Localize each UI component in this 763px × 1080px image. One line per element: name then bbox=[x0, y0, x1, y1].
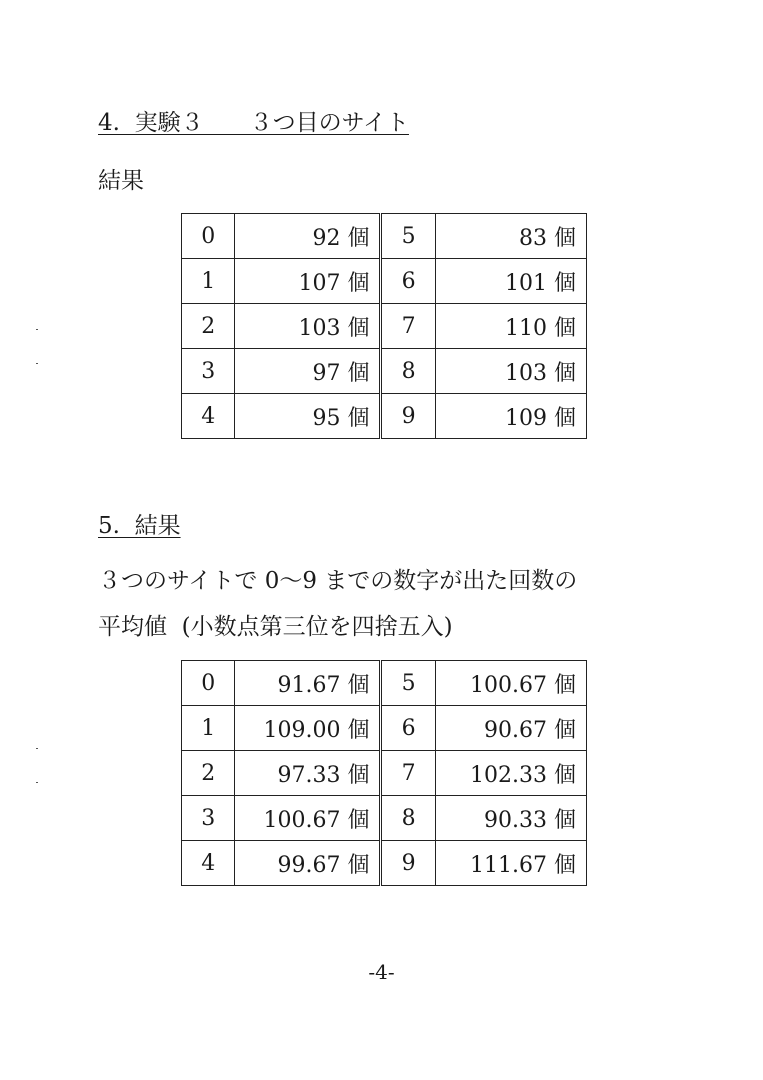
scan-speck bbox=[36, 782, 38, 783]
count-cell: 109 個 bbox=[435, 394, 586, 439]
average-results-table bbox=[181, 660, 587, 886]
table-row bbox=[182, 796, 587, 841]
digit-cell: 1 bbox=[182, 706, 235, 751]
digit-cell: 5 bbox=[381, 661, 435, 706]
count-cell: 95 個 bbox=[235, 394, 381, 439]
digit-cell: 9 bbox=[381, 841, 435, 886]
table-row bbox=[182, 394, 587, 439]
digit-cell: 3 bbox=[182, 349, 235, 394]
digit-cell: 8 bbox=[381, 349, 435, 394]
digit-cell: 4 bbox=[182, 394, 235, 439]
digit-cell: 7 bbox=[381, 304, 435, 349]
table-row bbox=[182, 259, 587, 304]
digit-cell: 5 bbox=[381, 214, 435, 259]
digit-cell: 9 bbox=[381, 394, 435, 439]
count-cell: 103 個 bbox=[435, 349, 586, 394]
count-cell: 109.00 個 bbox=[235, 706, 381, 751]
count-cell: 107 個 bbox=[235, 259, 381, 304]
count-cell: 100.67 個 bbox=[435, 661, 586, 706]
count-cell: 100.67 個 bbox=[235, 796, 381, 841]
table-row bbox=[182, 751, 587, 796]
digit-cell: 6 bbox=[381, 706, 435, 751]
scan-speck bbox=[36, 748, 38, 749]
section-5-description-line-1: ３つのサイトで 0〜9 までの数字が出た回数の bbox=[98, 568, 578, 594]
section-4-heading: 4. 実験３ ３つ目のサイト bbox=[98, 110, 409, 136]
page-number: -4- bbox=[368, 960, 395, 984]
digit-cell: 6 bbox=[381, 259, 435, 304]
digit-cell: 3 bbox=[182, 796, 235, 841]
table-row bbox=[182, 349, 587, 394]
count-cell: 111.67 個 bbox=[435, 841, 586, 886]
digit-cell: 2 bbox=[182, 751, 235, 796]
section-5-heading: 5. 結果 bbox=[98, 513, 181, 539]
scan-speck bbox=[36, 363, 38, 364]
table-row bbox=[182, 841, 587, 886]
count-cell: 103 個 bbox=[235, 304, 381, 349]
count-cell: 97 個 bbox=[235, 349, 381, 394]
digit-cell: 4 bbox=[182, 841, 235, 886]
count-cell: 110 個 bbox=[435, 304, 586, 349]
digit-cell: 8 bbox=[381, 796, 435, 841]
digit-cell: 1 bbox=[182, 259, 235, 304]
scan-speck bbox=[36, 329, 38, 330]
table-row bbox=[182, 706, 587, 751]
count-cell: 99.67 個 bbox=[235, 841, 381, 886]
count-cell: 90.33 個 bbox=[435, 796, 586, 841]
count-cell: 83 個 bbox=[435, 214, 586, 259]
section-4-result-label: 結果 bbox=[98, 168, 144, 194]
count-cell: 92 個 bbox=[235, 214, 381, 259]
count-cell: 90.67 個 bbox=[435, 706, 586, 751]
digit-cell: 0 bbox=[182, 214, 235, 259]
count-cell: 91.67 個 bbox=[235, 661, 381, 706]
table-row bbox=[182, 214, 587, 259]
count-cell: 97.33 個 bbox=[235, 751, 381, 796]
digit-cell: 0 bbox=[182, 661, 235, 706]
digit-cell: 2 bbox=[182, 304, 235, 349]
table-row bbox=[182, 304, 587, 349]
count-cell: 102.33 個 bbox=[435, 751, 586, 796]
count-cell: 101 個 bbox=[435, 259, 586, 304]
table-row bbox=[182, 661, 587, 706]
section-5-description-line-2: 平均値 (小数点第三位を四捨五入) bbox=[98, 614, 453, 640]
digit-cell: 7 bbox=[381, 751, 435, 796]
experiment-3-results-table bbox=[181, 213, 587, 439]
